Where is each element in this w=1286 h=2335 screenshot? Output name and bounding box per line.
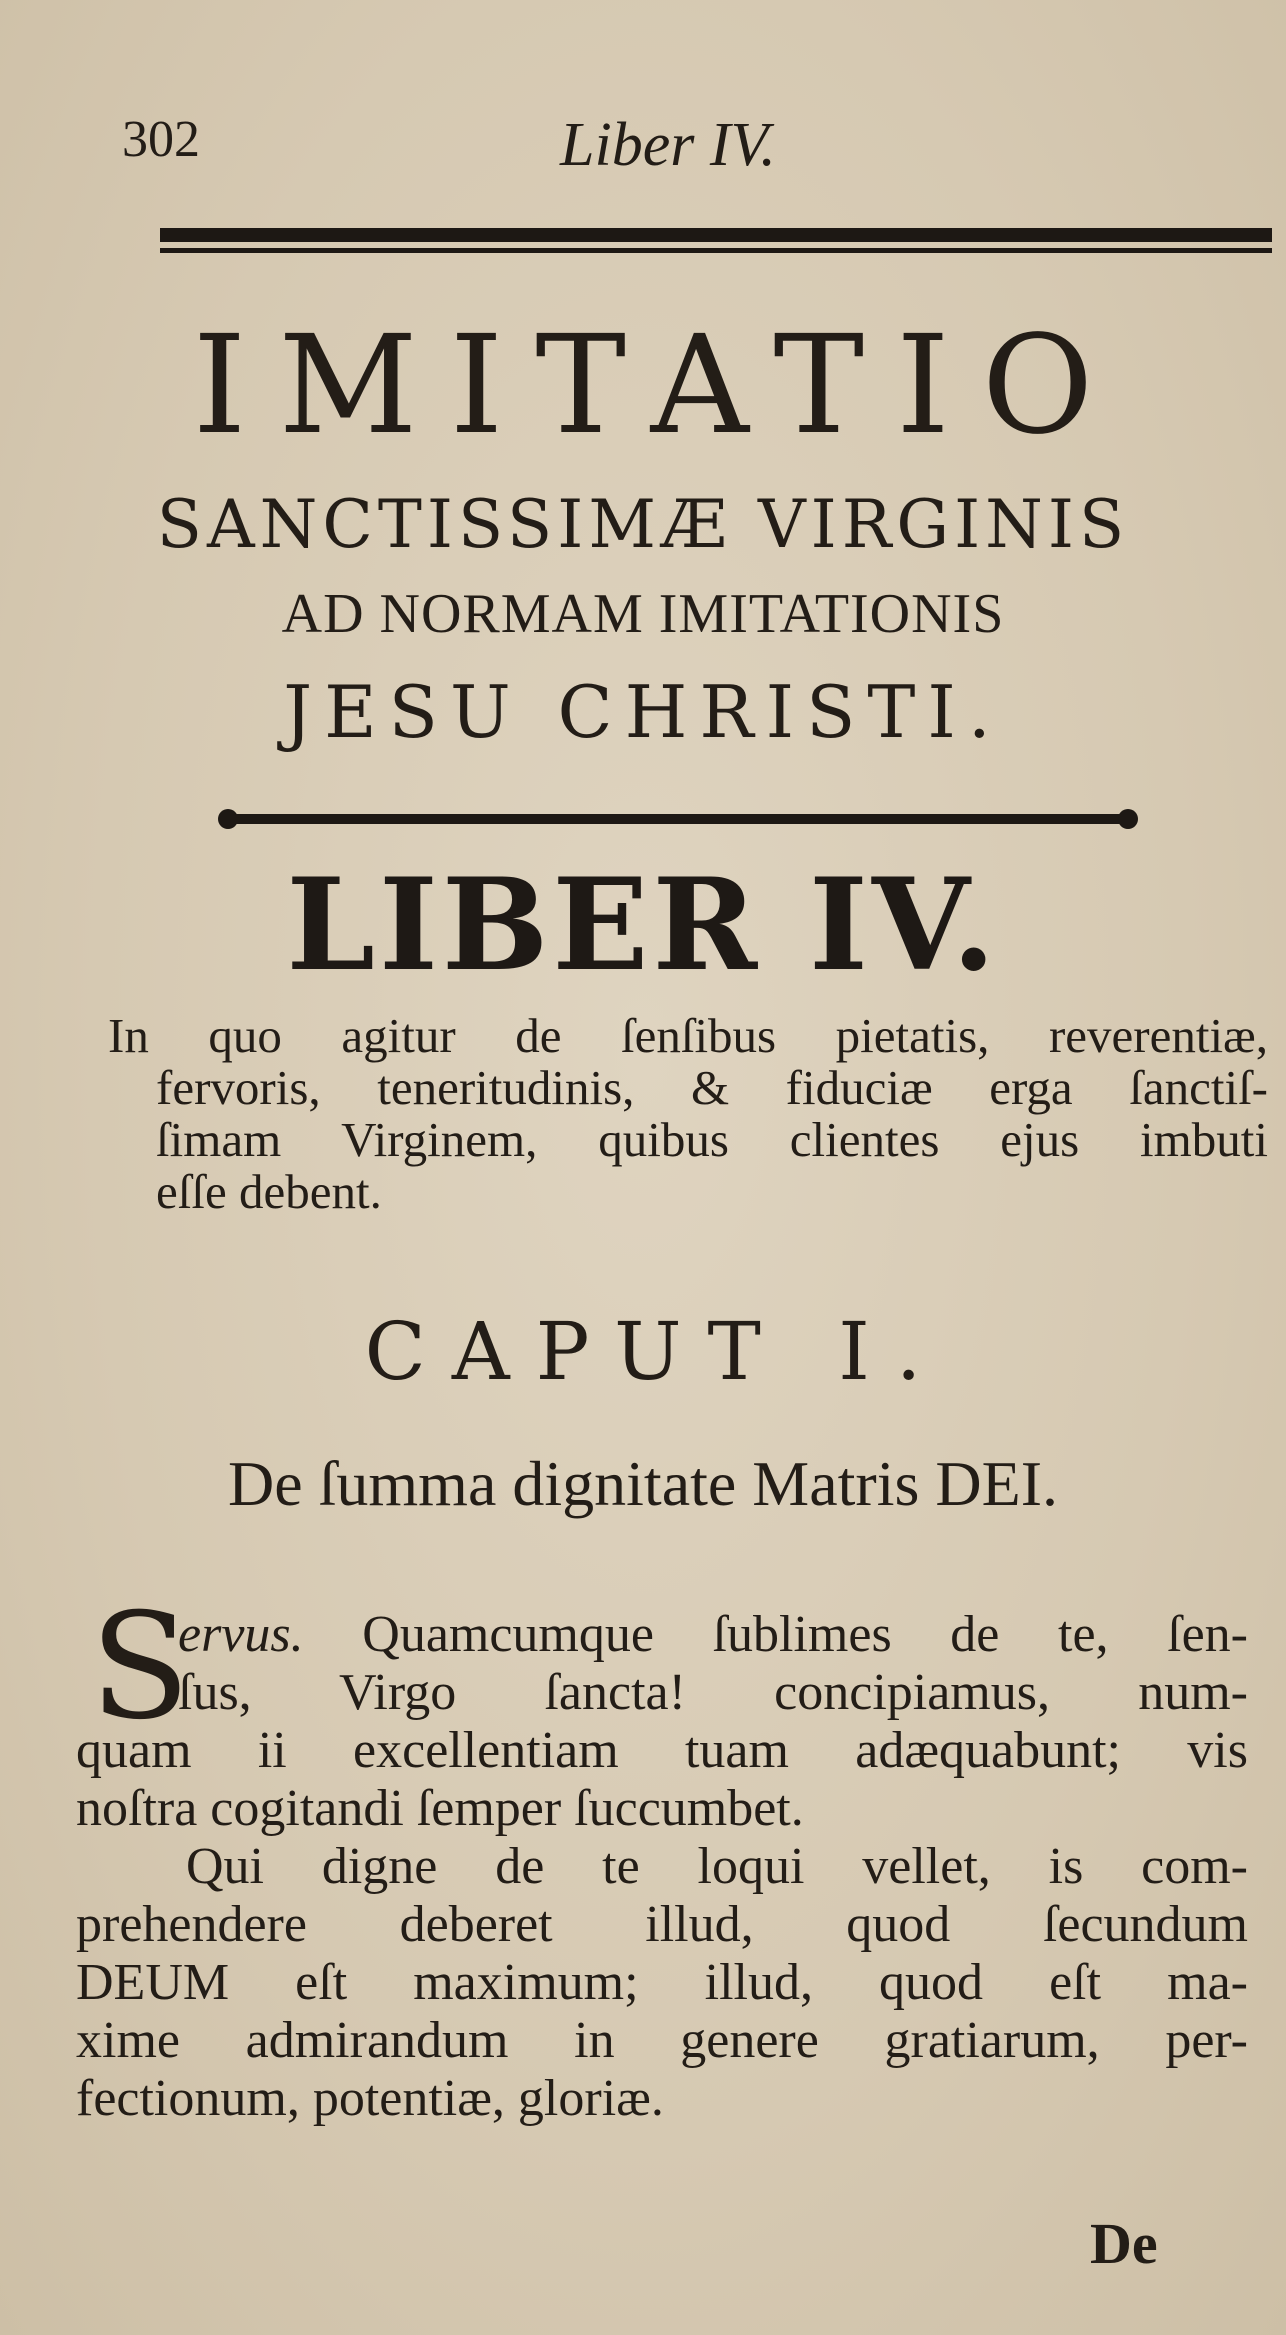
ornamental-rule (218, 808, 1138, 830)
paragraph-line: noſtra cogitandi ſemper ſuccumbet. (76, 1780, 804, 1837)
paragraph-line: quam ii excellentiam tuam adæquabunt; vis (76, 1722, 1248, 1779)
rule-dot-right (1118, 809, 1138, 829)
title-main: IMITATIO (192, 307, 1126, 465)
paragraph-line: DEUM eſt maximum; illud, quod eſt ma- (76, 1954, 1248, 2011)
paragraph-line (76, 1606, 1248, 1664)
rule-bar (232, 814, 1124, 824)
summary-line: ſimam Virginem, quibus clientes ejus imbuti (156, 1112, 1268, 1167)
page-number: 302 (122, 111, 200, 168)
chapter-subtitle: De ſumma dignitate Matris DEI. (227, 1448, 1059, 1519)
book-title: LIBER IV. (286, 851, 1000, 999)
double-rule (160, 228, 1272, 254)
double-rule-thin (160, 248, 1272, 253)
summary-line: eſſe debent. (156, 1164, 382, 1219)
paragraph-2 (76, 1838, 1248, 2128)
summary-line: In quo agitur de ſenſibus pietatis, reverentiæ, (108, 1008, 1268, 1063)
book-summary (108, 1010, 1268, 1218)
catchword: De (1090, 2211, 1158, 2276)
running-title: Liber IV. (560, 111, 776, 179)
paragraph-line: ſus, Virgo ſancta! concipiamus, num- (178, 1664, 1248, 1721)
chapter-title: CAPUT I. (364, 1305, 948, 1398)
paragraph-1 (76, 1582, 1248, 1838)
title-subtitle-2: AD NORMAM IMITATIONIS (281, 583, 1005, 645)
summary-line: fervoris, teneritudinis, & fiduciæ erga ſanctiſ- (156, 1060, 1268, 1115)
drop-cap: S (90, 1582, 191, 1752)
double-rule-thick (160, 228, 1272, 242)
body-text (76, 1582, 1248, 2128)
speaker-label: ervus. (178, 1606, 304, 1663)
paragraph-line: fectionum, potentiæ, gloriæ. (76, 2070, 664, 2127)
paragraph-line: Qui digne de te loqui vellet, is com- (186, 1838, 1248, 1895)
paragraph-line: xime admirandum in genere gratiarum, per- (76, 2012, 1248, 2069)
running-head (0, 110, 1286, 180)
paragraph-line: prehendere deberet illud, quod ſecundum (76, 1896, 1248, 1953)
paragraph-line-text: Quamcumque ſublimes de te, ſen- (362, 1606, 1248, 1663)
title-subtitle-1: SANCTISSIMÆ VIRGINIS (156, 486, 1130, 563)
title-subtitle-3: JESU CHRISTI. (283, 670, 1003, 754)
